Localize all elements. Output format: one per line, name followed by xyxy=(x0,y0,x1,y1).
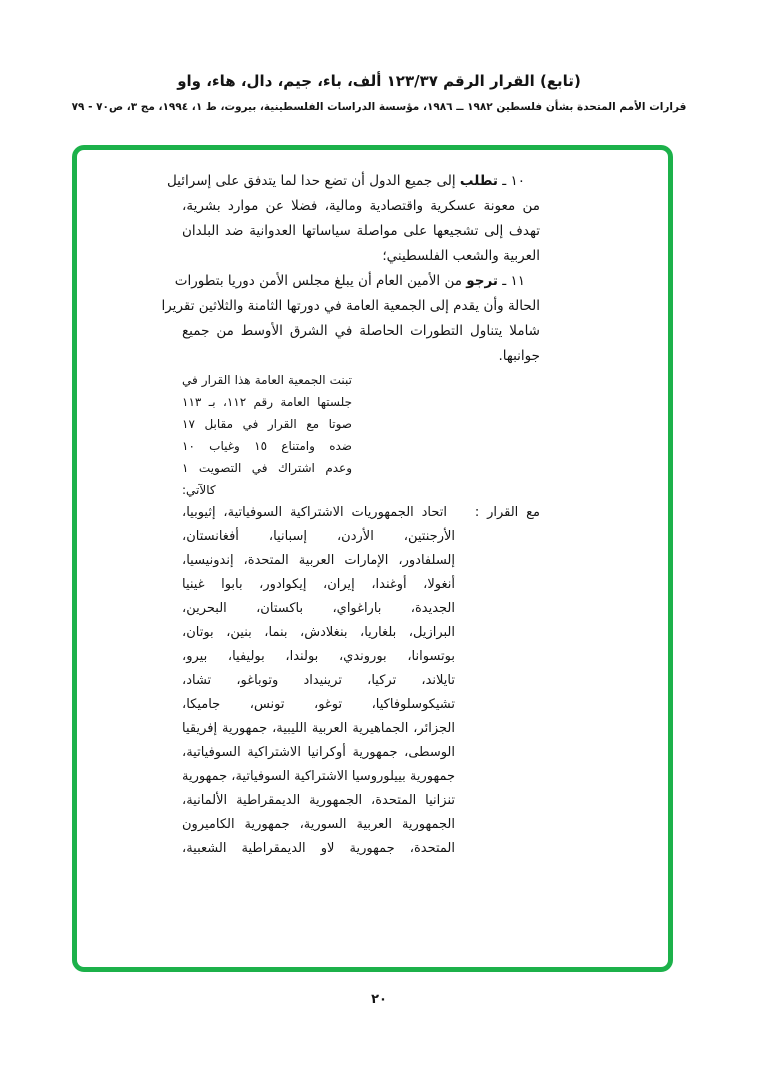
adoption-note-last-line: كالآتي: xyxy=(182,483,216,497)
text-line: تبنت الجمعية العامة هذا القرار في xyxy=(182,373,352,387)
resolution-text-column xyxy=(161,169,541,861)
paragraph-number: ١١ ـ xyxy=(497,273,525,289)
text-line: البرازيل، بلغاريا، بنغلادش، بنما، بنين، بوتان، xyxy=(182,625,455,640)
text-line: ضده وامتناع ١٥ وغياب ١٠ xyxy=(182,439,352,453)
text-line: شاملا يتناول التطورات الحاصلة في الشرق الأوسط من جميع xyxy=(182,323,540,339)
operative-verb: تطلب xyxy=(459,173,498,189)
text-line: تهدف إلى تشجيعها على مواصلة سياساتها العدوانية ضد البلدان xyxy=(182,223,540,239)
text-line: جلستها العامة رقم ١١٢، بـ ١١٣ xyxy=(182,395,353,409)
page-number: ٢٠ xyxy=(371,992,387,1007)
text-line: تشيكوسلوفاكيا، توغو، تونس، جاميكا، xyxy=(182,697,455,712)
text-line: جمهورية بييلوروسيا الاشتراكية السوفياتية، جمهورية xyxy=(182,769,455,784)
text-line: الوسطى، جمهورية أوكرانيا الاشتراكية السوفياتية، xyxy=(182,745,455,760)
paragraph-text: إلى جميع الدول أن تضع حدا لما يتدفق على إسرائيل xyxy=(166,173,460,189)
text-line: من معونة عسكرية واقتصادية ومالية، فضلا عن موارد بشرية، xyxy=(182,198,540,214)
text-line: الجديدة، باراغواي، باكستان، البحرين، xyxy=(182,601,455,616)
text-line: صوتا مع القرار في مقابل ١٧ xyxy=(182,417,352,431)
paragraph-11 xyxy=(161,269,540,369)
vote-list-first-line xyxy=(182,501,540,525)
text-line: المتحدة، جمهورية لاو الديمقراطية الشعبية، xyxy=(182,841,455,856)
text-line: الأرجنتين، الأردن، إسبانيا، أفغانستان، xyxy=(182,529,455,544)
text-line: تنزانيا المتحدة، الجمهورية الديمقراطية الألمانية، xyxy=(182,793,455,808)
resolution-title: (تابع) القرار الرقم ١٢٣/٣٧ ألف، باء، جيم، دال، هاء، واو xyxy=(177,72,581,90)
paragraph-text: من الأمين العام أن يبلغ مجلس الأمن دوريا بتطورات xyxy=(174,273,467,289)
page-header xyxy=(0,70,758,116)
text-line: وعدم اشتراك في التصويت ١ xyxy=(182,461,352,475)
paragraph-10 xyxy=(166,169,540,269)
text-line: بوتسوانا، بوروندي، بولندا، بوليفيا، بيرو، xyxy=(182,649,455,664)
paragraph-number: ١٠ ـ xyxy=(497,173,525,189)
text-line: جوانبها. xyxy=(498,348,540,364)
text-line: تايلاند، تركيا، ترينيداد وتوباغو، تشاد، xyxy=(182,673,455,688)
paragraph-11-lines xyxy=(161,294,540,369)
text-line: العربية والشعب الفلسطيني؛ xyxy=(382,248,540,264)
vote-list-text: اتحاد الجمهوريات الاشتراكية السوفياتية، إثيوبيا، xyxy=(182,505,455,520)
adoption-note-lines xyxy=(182,369,352,479)
paragraph-11-first-line xyxy=(174,269,540,294)
text-line: إلسلفادور، الإمارات العربية المتحدة، إندونيسيا، xyxy=(182,553,455,568)
vote-list-label: مع القرار : xyxy=(474,505,541,520)
text-line: الجمهورية العربية السورية، جمهورية الكاميرون xyxy=(182,817,455,832)
text-line: الجزائر، الجماهيرية العربية الليبية، جمهورية إفريقيا xyxy=(182,721,455,736)
vote-with-list xyxy=(182,501,540,861)
vote-list-lines xyxy=(182,525,540,861)
adoption-note xyxy=(182,369,352,501)
text-line: الحالة وأن يقدم إلى الجمعية العامة في دورتها الثامنة والثلاثين تقريرا xyxy=(161,298,540,314)
operative-verb: ترجو xyxy=(466,273,498,289)
paragraph-10-lines xyxy=(182,194,540,269)
paragraph-10-first-line xyxy=(166,169,540,194)
source-citation: قرارات الأمم المتحدة بشأن فلسطين ١٩٨٢ ــ ١٩٨٦، مؤسسة الدراسات الفلسطينية، بيروت، ط ١، ١٩٩٤، مج ٣، ص٧٠ - ٧٩ xyxy=(71,101,687,113)
text-line: أنغولا، أوغندا، إيران، إيكوادور، بابوا غينيا xyxy=(182,577,455,592)
